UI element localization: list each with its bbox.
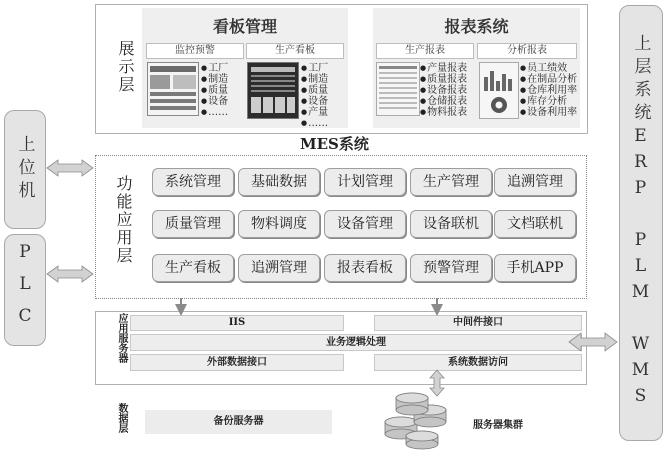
production-kanban-item: ● 设备 xyxy=(301,96,328,107)
production-report-item: ● 物料报表 xyxy=(420,107,467,118)
upper-pc-label: 上位机 xyxy=(14,135,35,204)
analysis-report-item: ● 库存分析 xyxy=(520,96,577,107)
monitoring-item: ● 制造 xyxy=(201,74,228,85)
module-traceability-management[interactable]: 追溯管理 xyxy=(494,168,576,196)
module-document-online[interactable]: 文档联机 xyxy=(494,210,576,238)
system-data-access-bar: 系统数据访问 xyxy=(374,354,582,371)
double-arrow-upper-system xyxy=(569,333,617,351)
module-alert-management[interactable]: 预警管理 xyxy=(410,254,492,282)
backup-server-bar: 备份服务器 xyxy=(145,410,332,434)
data-layer-label: 数据层 xyxy=(116,403,127,433)
module-plan-management[interactable]: 计划管理 xyxy=(324,168,406,196)
middleware-interface-bar: 中间件接口 xyxy=(374,315,582,331)
module-mobile-app[interactable]: 手机APP xyxy=(494,254,576,282)
module-basic-data[interactable]: 基础数据 xyxy=(238,168,320,196)
server-cluster-label: 服务器集群 xyxy=(473,420,523,431)
kanban-title: 看板管理 xyxy=(212,17,277,36)
external-data-interface-bar: 外部数据接口 xyxy=(130,354,344,371)
double-arrow-cluster xyxy=(430,370,444,396)
production-kanban-item: ● 工厂 xyxy=(301,63,328,74)
production-report-item: ● 仓储报表 xyxy=(420,96,467,107)
module-production-management[interactable]: 生产管理 xyxy=(410,168,492,196)
double-arrow-plc xyxy=(47,266,93,282)
production-kanban-item: ● …… xyxy=(301,118,328,129)
iis-bar: IIS xyxy=(130,315,344,331)
production-kanban-item: ● 质量 xyxy=(301,85,328,96)
business-logic-bar: 业务逻辑处理 xyxy=(130,334,582,351)
production-report-item: ● 质量报表 xyxy=(420,74,467,85)
tab-production-kanban: 生产看板 xyxy=(246,43,344,59)
double-arrow-upper-pc xyxy=(47,160,93,176)
mes-system-label: MES系统 xyxy=(300,135,369,153)
module-system-management[interactable]: 系统管理 xyxy=(152,168,234,196)
plc-label: PLC xyxy=(15,242,35,338)
analysis-report-item: ● 员工绩效 xyxy=(520,63,577,74)
monitoring-item: ● …… xyxy=(201,107,228,118)
module-material-dispatch[interactable]: 物料调度 xyxy=(238,210,320,238)
production-report-item: ● 产量报表 xyxy=(420,63,467,74)
presentation-layer-label: 展示层 xyxy=(116,40,135,94)
upper-system-label: 上层系统ERP PLM WMS xyxy=(630,34,651,412)
app-server-layer-label: 应用服务器 xyxy=(116,313,127,363)
module-report-kanban[interactable]: 报表看板 xyxy=(324,254,406,282)
module-equipment-online[interactable]: 设备联机 xyxy=(410,210,492,238)
module-traceability-management-2[interactable]: 追溯管理 xyxy=(238,254,320,282)
analysis-report-item: ● 仓库利用率 xyxy=(520,85,577,96)
tab-monitoring-warning: 监控预警 xyxy=(146,43,244,59)
report-title: 报表系统 xyxy=(444,17,509,36)
module-equipment-management[interactable]: 设备管理 xyxy=(324,210,406,238)
analysis-report-item: ● 在制品分析 xyxy=(520,74,577,85)
production-kanban-item: ● 产量 xyxy=(301,107,328,118)
monitoring-item: ● 工厂 xyxy=(201,63,228,74)
monitoring-item: ● 设备 xyxy=(201,96,228,107)
function-layer-label: 功能应用层 xyxy=(114,175,133,265)
tab-analysis-report: 分析报表 xyxy=(477,43,577,59)
module-quality-management[interactable]: 质量管理 xyxy=(152,210,234,238)
module-production-kanban[interactable]: 生产看板 xyxy=(152,254,234,282)
tab-production-report: 生产报表 xyxy=(376,43,474,59)
production-report-item: ● 设备报表 xyxy=(420,85,467,96)
analysis-report-item: ● 设备利用率 xyxy=(520,107,577,118)
production-kanban-item: ● 制造 xyxy=(301,74,328,85)
monitoring-item: ● 质量 xyxy=(201,85,228,96)
